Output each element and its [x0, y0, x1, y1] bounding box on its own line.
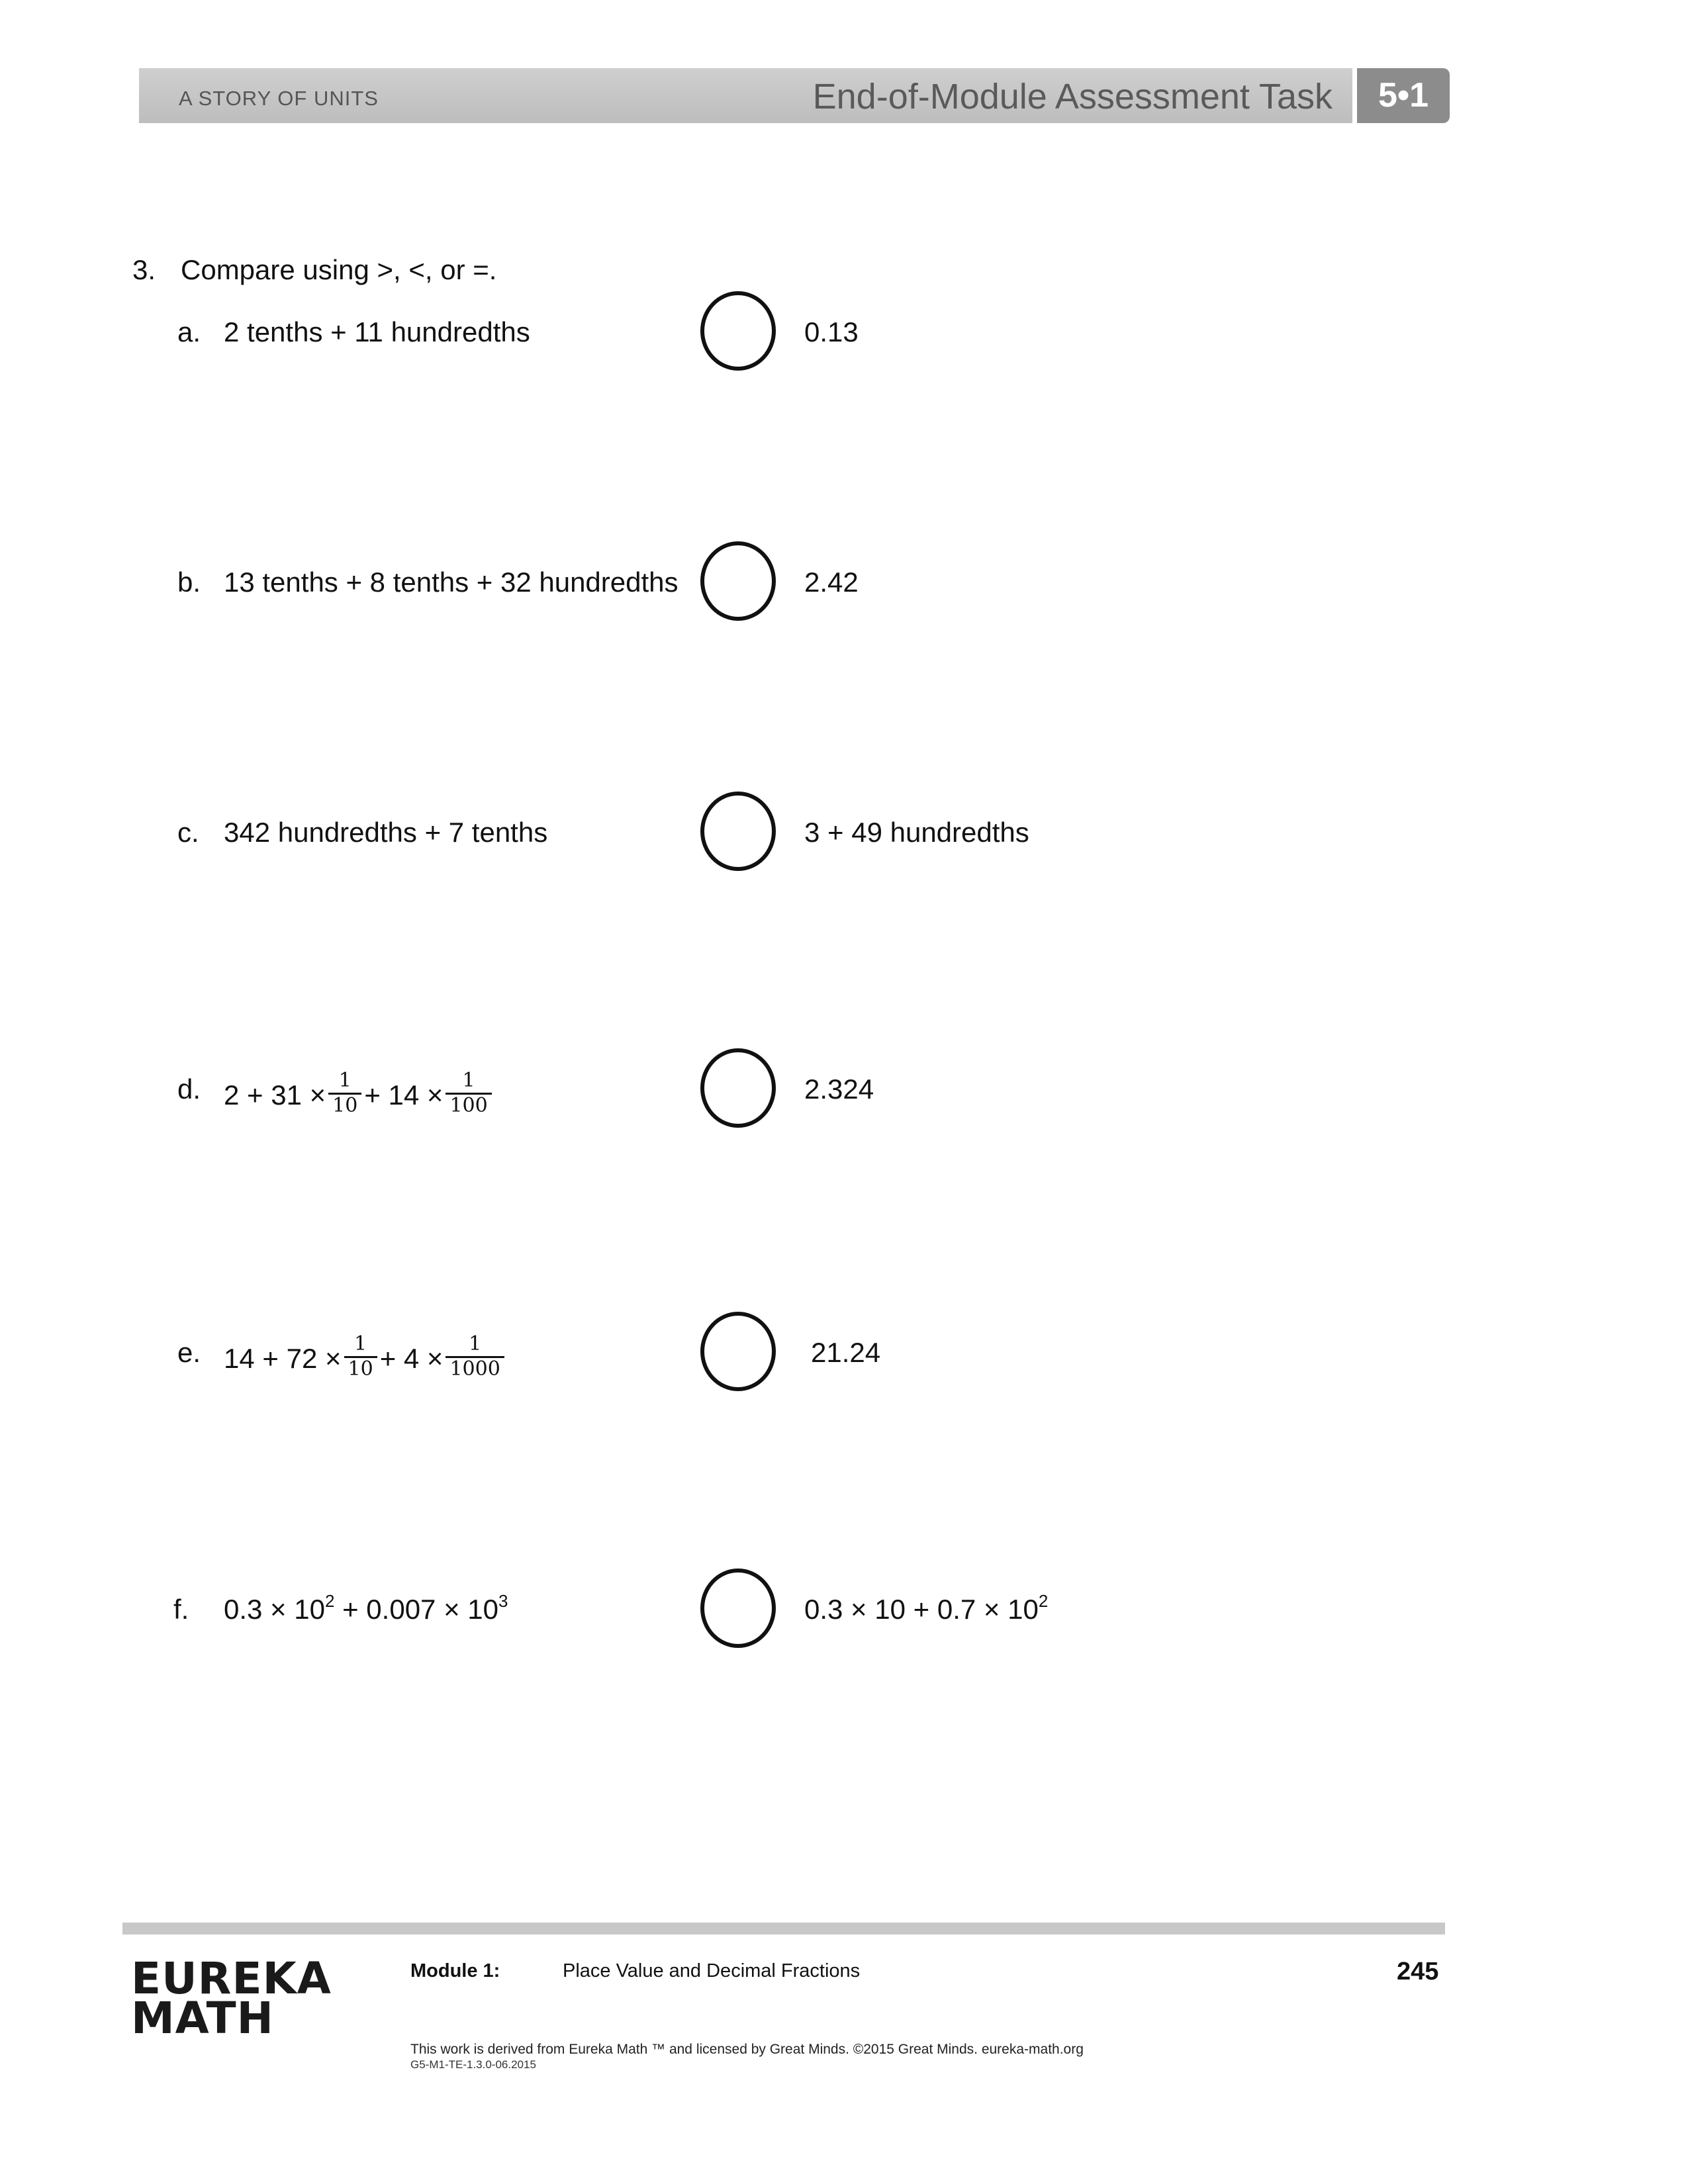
- fraction-numerator: 1: [328, 1069, 361, 1095]
- right-expression: [804, 1591, 1049, 1625]
- logo-line: MATH: [131, 1993, 274, 2044]
- fraction-denominator: 100: [449, 1093, 488, 1117]
- footer-rule: [122, 1923, 1445, 1934]
- fraction-denominator: 10: [332, 1093, 358, 1117]
- question-prompt: Compare using >, <, or =.: [181, 254, 497, 285]
- answer-circle[interactable]: [700, 1569, 776, 1648]
- fraction: [445, 1333, 504, 1381]
- series-label: A STORY OF UNITS: [179, 87, 379, 110]
- compare-row-a: [0, 291, 1688, 377]
- compare-row-f: [0, 1569, 1688, 1655]
- item-letter: c.: [177, 817, 199, 848]
- right-expression: 2.42: [804, 567, 859, 598]
- eureka-math-logo: [131, 1953, 332, 2044]
- assessment-title: End-of-Module Assessment Task: [812, 77, 1333, 116]
- fraction-denominator: 10: [348, 1357, 373, 1381]
- left-expression: [224, 1591, 508, 1625]
- expr-part: 0.3 × 10 + 0.7 × 10: [804, 1594, 1039, 1625]
- answer-circle[interactable]: [700, 792, 776, 871]
- left-expression: 13 tenths + 8 tenths + 32 hundredths: [224, 567, 679, 598]
- answer-circle[interactable]: [700, 541, 776, 621]
- logo-line: EUREKA: [131, 1953, 332, 2004]
- right-expression: 2.324: [804, 1073, 874, 1105]
- answer-circle[interactable]: [700, 291, 776, 371]
- left-expression: [224, 1069, 494, 1121]
- document-code: G5-M1-TE-1.3.0-06.2015: [410, 2058, 536, 2071]
- item-letter: d.: [177, 1073, 201, 1105]
- compare-row-c: [0, 792, 1688, 878]
- item-letter: a.: [177, 316, 201, 347]
- exponent: 2: [324, 1591, 335, 1611]
- compare-row-b: [0, 541, 1688, 627]
- expr-part: + 0.007 × 10: [342, 1594, 498, 1625]
- module-label: Module 1:: [410, 1960, 500, 1981]
- item-letter: f.: [173, 1594, 189, 1625]
- answer-circle[interactable]: [700, 1048, 776, 1128]
- expr-part: 14 + 72 ×: [224, 1343, 342, 1375]
- left-expression: 342 hundredths + 7 tenths: [224, 817, 548, 848]
- header-banner: [139, 68, 1352, 123]
- left-expression: [224, 1332, 507, 1385]
- question-number: 3.: [132, 254, 156, 285]
- exponent: 3: [498, 1591, 508, 1611]
- right-expression: 21.24: [811, 1337, 881, 1368]
- fraction-numerator: 1: [344, 1333, 377, 1358]
- fraction: [445, 1069, 491, 1117]
- fraction-numerator: 1: [445, 1333, 504, 1358]
- expr-part: 2 + 31 ×: [224, 1079, 326, 1111]
- item-letter: e.: [177, 1337, 201, 1368]
- fraction-numerator: 1: [445, 1069, 491, 1095]
- page-number: 245: [1397, 1958, 1439, 1985]
- expr-part: + 4 ×: [379, 1343, 444, 1375]
- expr-part: + 14 ×: [364, 1079, 444, 1111]
- exponent: 2: [1038, 1591, 1049, 1611]
- item-letter: b.: [177, 567, 201, 598]
- right-expression: 3 + 49 hundredths: [804, 817, 1029, 848]
- expr-part: 0.3 × 10: [224, 1594, 325, 1625]
- answer-circle[interactable]: [700, 1312, 776, 1391]
- right-expression: 0.13: [804, 316, 859, 347]
- license-text: This work is derived from Eureka Math ™ and licensed by Great Minds. ©2015 Great Minds. eureka-math.org: [410, 2042, 1084, 2057]
- fraction-denominator: 1000: [449, 1357, 500, 1381]
- compare-row-e: [0, 1312, 1688, 1398]
- fraction: [328, 1069, 361, 1117]
- left-expression: 2 tenths + 11 hundredths: [224, 316, 530, 347]
- compare-row-d: [0, 1048, 1688, 1134]
- grade-module-badge: 5•1: [1357, 68, 1450, 123]
- module-title: Place Value and Decimal Fractions: [563, 1960, 861, 1981]
- fraction: [344, 1333, 377, 1381]
